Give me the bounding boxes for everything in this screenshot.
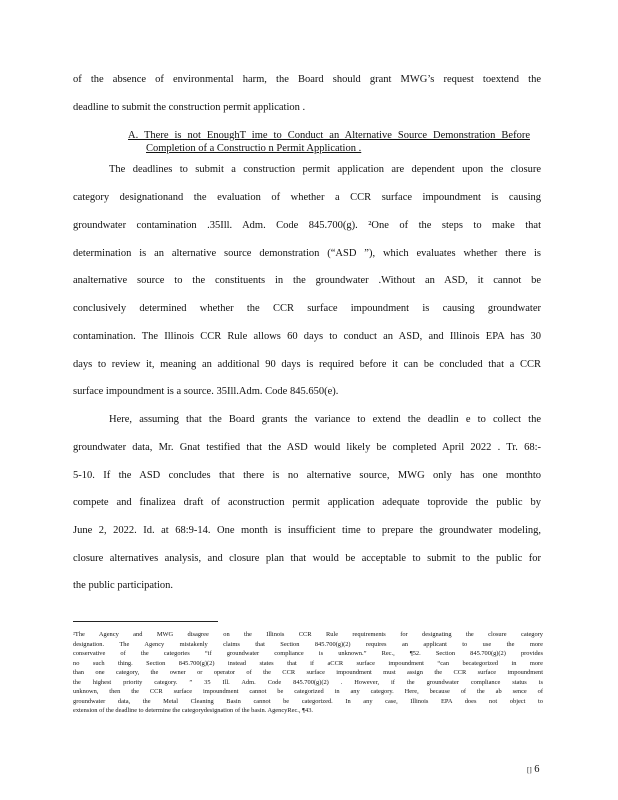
body-line: deadline to submit the construction permit application . — [73, 102, 306, 113]
paragraph-line: conclusively determined whether the CCR surface impoundment is causing groundwater — [73, 303, 541, 314]
paragraph-line: surface impoundment is a source. 35Ill.Adm. Code 845.650(e). — [73, 386, 339, 397]
footnote-line: the highest priority category. ” 35 Ill. Adm. Code 845.700(g)(2) . However, if the groundwater compliance status is — [73, 679, 543, 686]
section-heading-line-2: Completion of a Constructio n Permit Application . — [146, 143, 362, 154]
paragraph-line: compete and finalizea draft of aconstruction permit application adequate toprovide the public by — [73, 497, 541, 508]
page-number-value: 6 — [534, 764, 540, 775]
footnote-line: unknown, then the CCR surface impoundment cannot be categorized in any category. Here, because of the ab sence of — [73, 688, 543, 695]
paragraph-line: June 2, 2022. Id. at 68:9-14. One month is insufficient time to prepare the groundwater modeling, — [73, 525, 541, 536]
paragraph-line: closure alternatives analysis, and closure plan that would be acceptable to submit to the public for — [73, 553, 541, 564]
paragraph-line: groundwater contamination .35Ill. Adm. Code 845.700(g). ²One of the steps to make that — [73, 220, 541, 231]
footnote-line: no such thing. Section 845.700(g)(2) instead states that if aCCR surface impoundment “can becategorized in more — [73, 660, 543, 667]
footnote-line: ²The Agency and MWG disagree on the Illinois CCR Rule requirements for designating the closure category — [73, 631, 543, 638]
footnote-line: than one category, the owner or operator of the CCR surface impoundment must assign the CCR surface impoundment — [73, 669, 543, 676]
paragraph-line: contamination. The Illinois CCR Rule allows 60 days to conduct an ASD, and Illinois EPA has 30 — [73, 331, 541, 342]
footnote-line: designation. The Agency mistakenly claims that Section 845.700(g)(2) requires an applicant to use the more — [73, 641, 543, 648]
page-number — [527, 764, 540, 776]
footnote-line: groundwater data, the Metal Cleaning Basin cannot be categorized. In any case, Illinois EPA does not object to — [73, 698, 543, 705]
paragraph-line: the public participation. — [73, 580, 174, 591]
footnote-line: extension of the deadline to determine the categorydesignation of the basin. AgencyRec., ¶43. — [73, 707, 313, 714]
footnote-separator — [73, 621, 218, 622]
paragraph-line: Here, assuming that the Board grants the variance to extend the deadlin e to collect the — [109, 414, 541, 425]
page-number-prefix: [] — [527, 766, 532, 774]
section-heading-line-1: A. There is not EnoughT ime to Conduct an Alternative Source Demonstration Before — [128, 130, 530, 141]
body-line: of the absence of environmental harm, the Board should grant MWG’s request toextend the — [73, 74, 541, 85]
paragraph-line: groundwater data, Mr. Gnat testified that the ASD would likely be completed April 2022 . Tr. 68:- — [73, 442, 541, 453]
paragraph-line: The deadlines to submit a construction permit application are dependent upon the closure — [109, 164, 541, 175]
paragraph-line: analternative source to the constituents in the groundwater .Without an ASD, it cannot be — [73, 275, 541, 286]
paragraph-line: 5-10. If the ASD concludes that there is no alternative source, MWG only has one monthto — [73, 470, 541, 481]
footnote-line: conservative of the categories “if groundwater compliance is unknown.” Rec., ¶52. Section 845.700(g)(2) provides — [73, 650, 543, 657]
paragraph-line: days to review it, meaning an additional 90 days is required before it can be concluded that a CCR — [73, 359, 541, 370]
paragraph-line: determination is an alternative source demonstration (“ASD ”), which evaluates whether there is — [73, 248, 541, 259]
paragraph-line: category designationand the evaluation of whether a CCR surface impoundment is causing — [73, 192, 541, 203]
